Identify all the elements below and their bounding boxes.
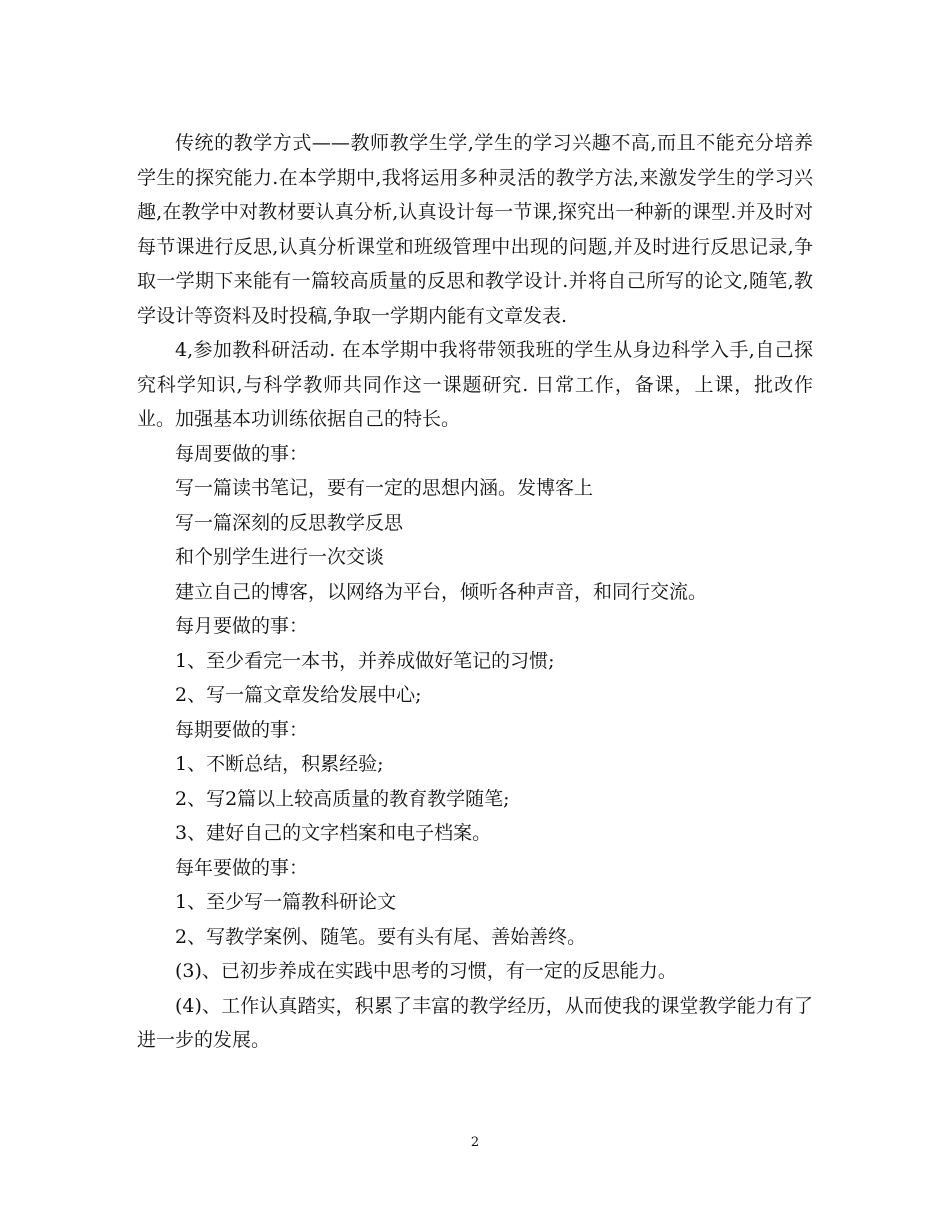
list-item: 和个别学生进行一次交谈 <box>175 546 385 568</box>
document-body <box>137 126 813 1058</box>
heading-term-tasks: 每期要做的事： <box>175 718 309 741</box>
list-item: 写一篇深刻的反思教学反思 <box>175 511 404 534</box>
list-item: 2、写2篇以上较高质量的教育教学随笔; <box>175 787 510 810</box>
list-item: 1、不断总结，积累经验; <box>175 753 384 775</box>
paragraph-work-attitude: (4)、工作认真踏实，积累了丰富的教学经历，从而使我的课堂教学能力有了进一步的发展。 <box>137 994 813 1051</box>
list-item: 3、建好自己的文字档案和电子档案。 <box>175 822 492 844</box>
list-item: 1、至少看完一本书，并养成做好笔记的习惯; <box>175 649 555 672</box>
list-item: 建立自己的博客，以网络为平台，倾听各种声音，和同行交流。 <box>175 580 708 603</box>
list-item: 2、写教学案例、随笔。要有头有尾、善始善终。 <box>175 925 587 948</box>
list-item: 2、写一篇文章发给发展中心; <box>175 684 422 706</box>
heading-yearly-tasks: 每年要做的事： <box>175 856 309 879</box>
paragraph-research-activities: 4,参加教科研活动. 在本学期中我将带领我班的学生从身边科学入手,自己探究科学知识,与科学教师共同作这一课题研究. 日常工作，备课，上课，批改作业。加强基本功训练依据自己的特长。 <box>137 339 813 430</box>
list-item: 写一篇读书笔记，要有一定的思想内涵。发博客上 <box>175 477 594 499</box>
heading-monthly-tasks: 每月要做的事： <box>175 615 309 637</box>
page-number: 2 <box>470 1135 480 1150</box>
paragraph-reflection-habit: (3)、已初步养成在实践中思考的习惯，有一定的反思能力。 <box>175 960 677 982</box>
paragraph-teaching-methods: 传统的教学方式——教师教学生学,学生的学习兴趣不高,而且不能充分培养学生的探究能力.在本学期中,我将运用多种灵活的教学方法,来激发学生的学习兴趣,在教学中对教材要认真分析,认真设计每一节课,探究出一种新的课型.并及时对每节课进行反思,认真分析课堂和班级管理中出现的问题,并及时进行反思记录,争取一学期下来能有一篇较高质量的反思和教学设计.并将自己所写的论文,随笔,教学设计等资料及时投稿,争取一学期内能有文章发表. <box>137 132 813 327</box>
heading-weekly-tasks: 每周要做的事： <box>175 442 309 465</box>
list-item: 1、至少写一篇教科研论文 <box>175 891 397 913</box>
